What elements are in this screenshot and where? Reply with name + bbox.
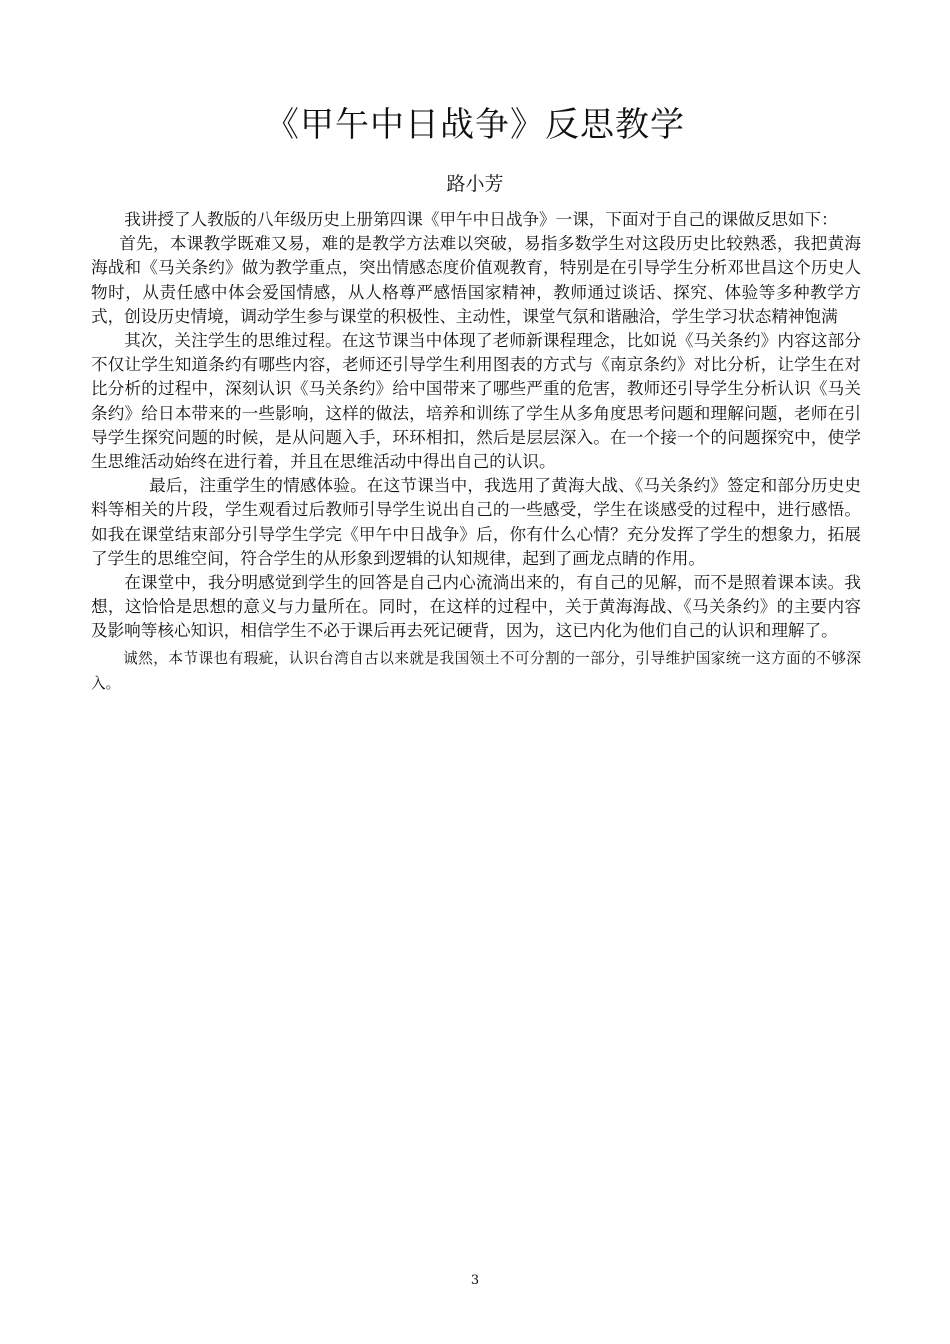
document-body xyxy=(91,208,861,696)
page-number: 3 xyxy=(470,1273,480,1288)
paragraph-second: 其次，关注学生的思维过程。在这节课当中体现了老师新课程理念，比如说《马关条约》内容这部分不仅让学生知道条约有哪些内容，老师还引导学生利用图表的方式与《南京条约》对比分析，让学生在对比分析的过程中，深刻认识《马关条约》给中国带来了哪些严重的危害，教师还引导学生分析认识《马关条约》给日本带来的一些影响，这样的做法，培养和训练了学生从多角度思考问题和理解问题，老师在引导学生探究问题的时候，是从问题入手，环环相扣，然后是层层深入。在一个接一个的问题探究中，使学生思维活动始终在进行着，并且在思维活动中得出自己的认识。 xyxy=(91,331,861,472)
paragraph-first: 首先，本课教学既难又易，难的是教学方法难以突破，易指多数学生对这段历史比较熟悉，我把黄海海战和《马关条约》做为教学重点，突出情感态度价值观教育，特别是在引导学生分析邓世昌这个历史人物时，从责任感中体会爱国情感，从人格尊严感悟国家精神，教师通过谈话、探究、体验等多种教学方式，创设历史情境，调动学生参与课堂的积极性、主动性，课堂气氛和谐融洽，学生学习状态精神饱满 xyxy=(91,234,861,326)
author-name: 路小芳 xyxy=(446,173,504,195)
paragraph-last: 最后，注重学生的情感体验。在这节课当中，我选用了黄海大战、《马关条约》签定和部分历史史料等相关的片段，学生观看过后教师引导学生说出自己的一些感受，学生在谈感受的过程中，进行感悟。如我在课堂结束部分引导学生学完《甲午中日战争》后，你有什么心情？充分发挥了学生的想象力，拓展了学生的思维空间，符合学生的从形象到逻辑的认知规律，起到了画龙点睛的作用。 xyxy=(91,476,861,568)
paragraph-intro: 我讲授了人教版的八年级历史上册第四课《甲午中日战争》一课，下面对于自己的课做反思如下： xyxy=(124,210,838,229)
document-title: 《甲午中日战争》反思教学 xyxy=(265,105,685,145)
paragraph-classroom: 在课堂中，我分明感觉到学生的回答是自己内心流淌出来的，有自己的见解，而不是照着课本读。我想，这恰恰是思想的意义与力量所在。同时，在这样的过程中，关于黄海海战、《马关条约》的主要内容及影响等核心知识，相信学生不必于课后再去死记硬背，因为，这已内化为他们自己的认识和理解了。 xyxy=(91,573,861,641)
paragraph-shortcoming: 诚然，本节课也有瑕疵，认识台湾自古以来就是我国领土不可分割的一部分，引导维护国家统一这方面的不够深入。 xyxy=(91,649,861,692)
